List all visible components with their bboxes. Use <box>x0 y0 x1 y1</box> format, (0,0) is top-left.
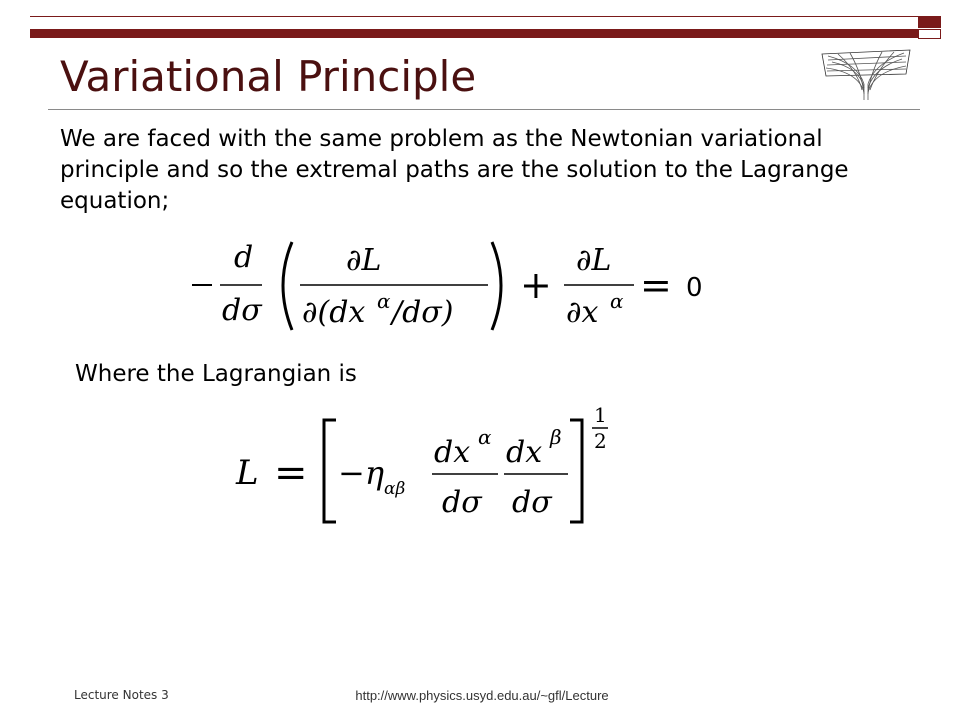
eq2-eta-sub: αβ <box>384 479 406 499</box>
top-bar-line <box>30 16 918 17</box>
eq1-alpha: α <box>377 289 391 313</box>
lagrangian-equation <box>232 400 622 530</box>
corner-square-open <box>918 29 941 39</box>
eq2-eta: −η <box>338 454 384 492</box>
body-paragraph: We are faced with the same problem as the Newtonian variational principle and so the extremal paths are the solution to the Lagrange equation; <box>60 126 849 214</box>
eq1-d-numerator: d <box>234 240 254 275</box>
eq2-dx-alpha: dx <box>434 435 471 470</box>
lagrangian-intro: Where the Lagrangian is <box>75 361 357 387</box>
eq1-partial-numerator: ∂L <box>346 243 382 278</box>
corner-square-dark <box>918 16 941 28</box>
eq1-slash: /dσ) <box>392 295 454 330</box>
eq2-equals: = <box>274 450 308 496</box>
spacetime-funnel-icon <box>818 44 914 102</box>
eq2-dsig-2: dσ <box>512 485 552 520</box>
eq1-plus: + <box>520 263 552 307</box>
eq1-rhs-zero: 0 <box>686 273 703 303</box>
eq2-dx-beta: dx <box>506 435 543 470</box>
eq1-dL: ∂L <box>576 243 612 278</box>
eq1-partial-denominator: ∂(dx <box>302 295 366 330</box>
lagrange-equation <box>186 232 726 342</box>
eq2-exp-den: 2 <box>594 429 607 453</box>
eq2-dsig-1: dσ <box>442 485 482 520</box>
eq2-L: L <box>236 453 259 493</box>
title-divider <box>48 109 920 110</box>
eq1-d-denominator: dσ <box>222 293 262 328</box>
top-bar-fill <box>30 29 918 38</box>
footer-url[interactable]: http://www.physics.usyd.edu.au/~gfl/Lecture <box>355 688 609 703</box>
eq2-sup-beta: β <box>550 425 562 449</box>
eq1-dx-alpha: α <box>610 289 624 313</box>
eq2-exp-num: 1 <box>594 403 607 427</box>
eq1-equals: = <box>640 263 672 307</box>
slide-title: Variational Principle <box>60 52 477 101</box>
eq1-dx: ∂x <box>566 295 599 330</box>
footer-lecture-label: Lecture Notes 3 <box>74 688 169 702</box>
eq2-sup-alpha: α <box>478 425 492 449</box>
